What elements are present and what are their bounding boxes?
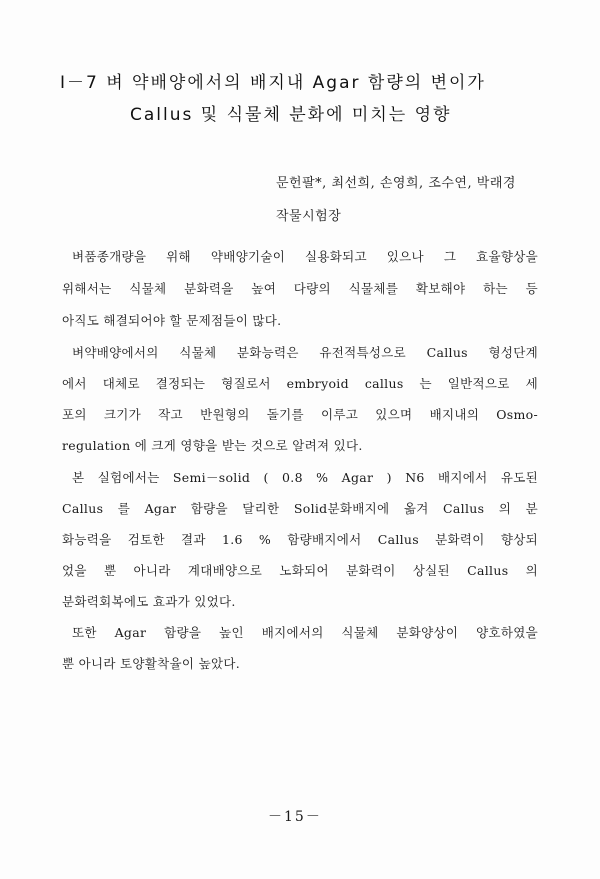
paragraph-4-line-2: 뿐 아니라 토양활착율이 높았다. [62,656,240,671]
paragraph-2-line-4: regulation 에 크게 영향을 받는 것으로 알려져 있다. [62,438,363,453]
affiliation: 작물시험장 [276,209,342,224]
paragraph-3-line-5: 분화력회복에도 효과가 있었다. [62,594,236,609]
paragraph-2-line-3: 포의 크기가 작고 반원형의 돌기를 이루고 있으며 배지내의 Osmo- [62,407,538,422]
paragraph-3-line-1: 본 실험에서는 Semi－solid ( 0.8 % Agar ) N6 배지에서 유도된 [72,470,538,485]
paragraph-1-line-1: 벼품종개량을 위해 약배양기술이 실용화되고 있으나 그 효율향상을 [72,249,538,264]
paragraph-3-line-3: 화능력을 검토한 결과 1.6 % 함량배지에서 Callus 분화력이 향상되 [62,532,538,547]
paragraph-1-line-2: 위해서는 식물체 분화력을 높여 다량의 식물체를 확보해야 하는 등 [62,281,538,296]
paragraph-3-line-4: 었을 뿐 아니라 계대배양으로 노화되어 분화력이 상실된 Callus 의 [62,563,538,578]
authors: 문헌팔*, 최선희, 손영희, 조수연, 박래경 [276,176,516,191]
paragraph-4-line-1: 또한 Agar 함량을 높인 배지에서의 식물체 분화양상이 양호하였을 [72,625,538,640]
paragraph-2-line-2: 에서 대체로 결정되는 형질로서 embryoid callus 는 일반적으로 세 [62,376,538,391]
title-line-1: Ⅰ－7 벼 약배양에서의 배지내 Agar 함량의 변이가 [60,73,486,93]
paragraph-1-line-3: 아직도 해결되어야 할 문제점들이 많다. [62,313,282,328]
title-line-2: Callus 및 식물체 분화에 미치는 영향 [130,105,452,125]
paragraph-2-line-1: 벼약배양에서의 식물체 분화능력은 유전적특성으로 Callus 형성단계 [72,345,538,360]
paragraph-3-line-2: Callus 를 Agar 함량을 달리한 Solid분화배지에 옮겨 Callus 의 분 [62,501,538,516]
page-number: －15－ [268,809,322,825]
